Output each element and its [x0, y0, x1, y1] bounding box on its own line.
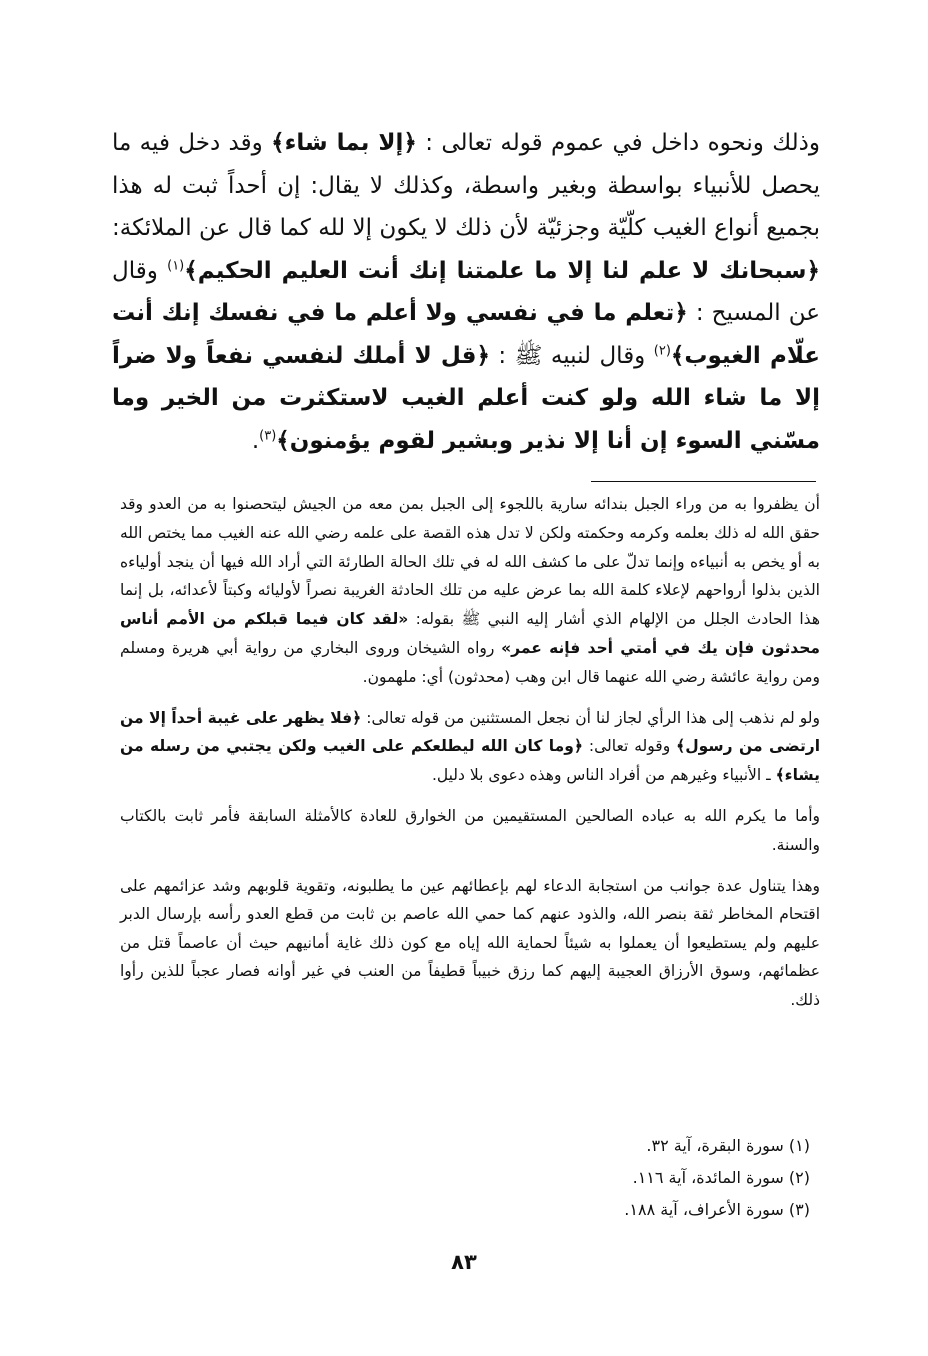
main-text-segment: وذلك ونحوه داخل في عموم قوله تعالى : — [416, 130, 820, 156]
quran-quote: ﴿سبحانك لا علم لنا إلا ما علمتنا إنك أنت العليم الحكيم﴾ — [184, 257, 820, 284]
reference-list — [120, 1130, 810, 1226]
main-paragraph — [112, 122, 820, 462]
main-text-segment: وقد دخل فيه ما يحصل للأنبياء بواسطة وبغير واسطة، وكذلك لا يقال: إن أحداً ثبت له هذا بجميع أنواع الغيب كلّيّة وجزئيّة لأن ذلك لا يكون إلا لله كما قال عن الملائكة: — [112, 130, 820, 241]
note-text-segment: وقوله تعالى: — [582, 737, 677, 756]
main-text-segment: . — [251, 427, 260, 454]
footnote-paragraph: وأما ما يكرم الله به عباده الصالحين المستقيمين من الخوارق للعادة كالأمثلة السابقة فأمر ثابت بالكتاب والسنة. — [120, 806, 820, 854]
note-text-segment: رواه الشيخان وروى البخاري من رواية أبي هريرة ومسلم ومن رواية عائشة رضي الله عنهما قال ابن وهب (محدثون) أي: ملهمون. — [120, 638, 820, 686]
note-text-segment: ـ الأنبياء وغيرهم من أفراد الناس وهذه دعوى بلا دليل. — [431, 766, 776, 785]
page-number: ٨٣ — [451, 1250, 477, 1274]
footnote-paragraph — [120, 704, 820, 790]
reference-item: (١) سورة البقرة، آية ٣٢. — [646, 1136, 810, 1155]
footnotes-section — [120, 490, 820, 1015]
main-text-segment: وقال لنبيه ﷺ : — [489, 342, 654, 369]
main-text-segment: وقال عن المسيح : — [112, 257, 820, 326]
quran-quote: ﴿إلا بما شاء﴾ — [271, 130, 417, 156]
reference-item: (٣) سورة الأعراف، آية ١٨٨. — [624, 1200, 810, 1219]
hadith-quote: «لقد كان فيما قبلكم من الأمم أناس محدثون فإن يك في أمتي أحد فإنه عمر» — [120, 610, 820, 657]
footnote-marker: (١) — [167, 257, 185, 273]
quran-quote: ﴿تعلم ما في نفسي ولا أعلم ما في نفسك إنك أنت علّام الغيوب﴾ — [112, 300, 820, 369]
footnote-paragraph — [120, 490, 820, 692]
quran-quote: ﴿وما كان الله ليطلعكم على الغيب ولكن يجتبي من رسله من يشاء﴾ — [120, 737, 820, 785]
quran-quote: ﴿فلا يظهر على غيبة أحداً إلا من ارتضى من رسول﴾ — [120, 708, 821, 756]
footnote-separator — [591, 481, 816, 482]
quran-quote: ﴿قل لا أملك لنفسي نفعاً ولا ضراً إلا ما شاء الله ولو كنت أعلم الغيب لاستكثرت من الخير وما مسّني السوء إن أنا إلا نذير وبشير لقوم يؤمنون﴾ — [112, 342, 820, 454]
footnote-marker: (٣) — [259, 427, 277, 443]
note-text-segment: ولو لم نذهب إلى هذا الرأي لجاز لنا أن نجعل المستثنين من قوله تعالى: — [361, 708, 820, 727]
note-text-segment: أن يظفروا به من وراء الجبل بندائه سارية باللجوء إلى الجبل بمن معه من الجيش ليتحصنوا به من العدو وقد حقق الله له ذلك بعلمه وكرمه وحكمته ولكن لا تدل هذه القصة على علمه رضي الله عنه الغيب مما يختص الله به أو يخص به أنبياءه وإنما تدلّ على ما كشف الله له في تلك الحالة الطارئة التي أراد الله فيها أن ينجد أولياءه الذين بذلوا أرواحهم لإعلاء كلمة الله بما عرض عليه من تلك الحادثة الغريبة نصراً لأوليائه وكبتاً لأعدائه، بل إنما هذا الحادث الجلل من الإلهام الذي أشار إليه النبي ﷺ بقوله: — [120, 495, 820, 629]
reference-item: (٢) سورة المائدة، آية ١١٦. — [632, 1168, 810, 1187]
footnote-paragraph: وهذا يتناول عدة جوانب من استجابة الدعاء لهم بإعطائهم عين ما يطلبونه، وتقوية قلوبهم وشد عزائمهم على اقتحام المخاطر ثقة بنصر الله، والذود عنهم كما حمي الله عاصم بن ثابت من قطع العدو رأسه بإرسال الدبر عليهم ولم يستطيعوا أن يعملوا به شيئاً لحماية الله إياه مع كون ذلك غاية أمانيهم حيث أن عاصماً قتل من عظمائهم، وسوق الأرزاق العجيبة إليهم كما رزق خبيباً قطيفاً من العنب في غير أوانه فصار عجباً للذين رأوا ذلك. — [120, 876, 820, 1009]
footnote-marker: (٢) — [653, 342, 671, 358]
